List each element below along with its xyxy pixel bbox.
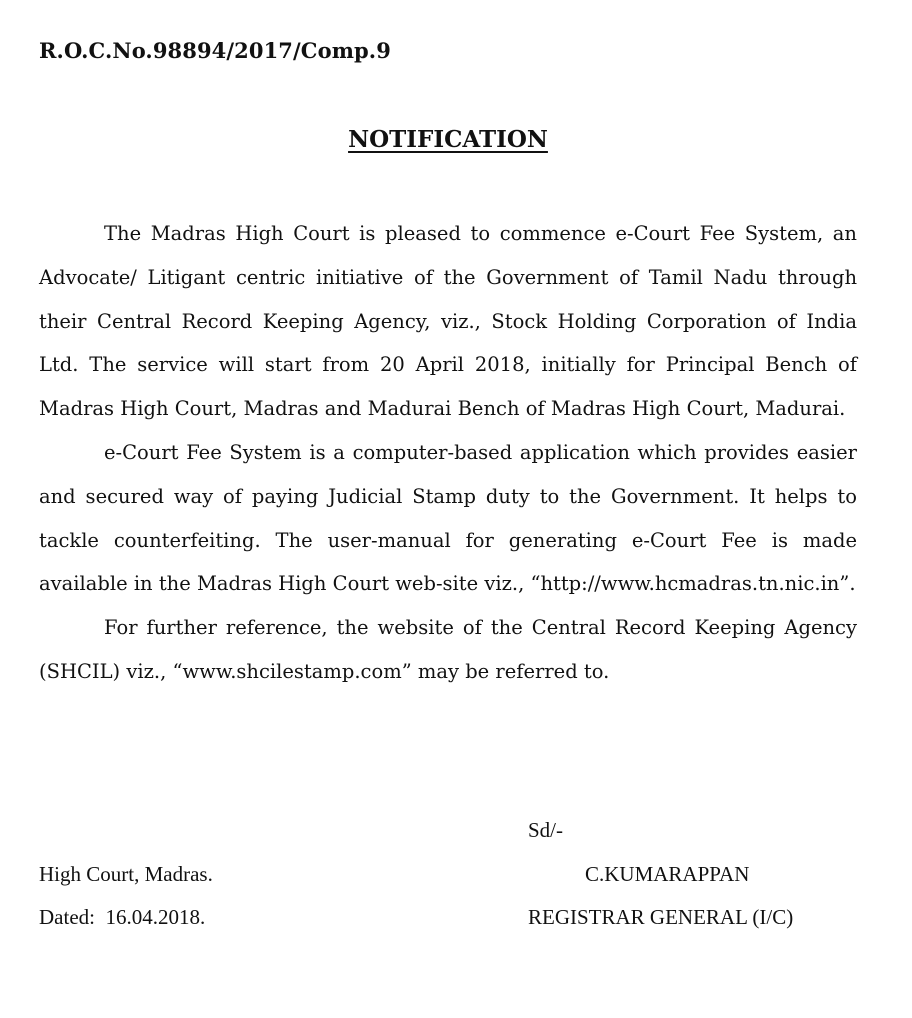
notification-title: NOTIFICATION xyxy=(348,126,548,153)
paragraph-commencement: The Madras High Court is pleased to commence e-Court Fee System, an Advocate/ Litigant centric initiative of the Government of Tamil Nadu through their Central Record Keeping Agency, viz., Stock Holding Corporation of India Ltd. The service will start from 20 April 2018, initially for Principal Bench of Madras High Court, Madras and Madurai Bench of Madras High Court, Madurai. xyxy=(39,222,857,421)
paragraph-system-description: e-Court Fee System is a computer-based application which provides easier and secured way of paying Judicial Stamp duty to the Government. It helps to tackle counterfeiting. The user-manual for generating e-Court Fee is made available in the Madras High Court web-site viz., “http://www.hcmadras.tn.nic.in”. xyxy=(39,440,857,596)
signatory-name: C.KUMARAPPAN xyxy=(585,862,750,886)
reference-number: R.O.C.No.98894/2017/Comp.9 xyxy=(39,38,391,63)
signatory-designation: REGISTRAR GENERAL (I/C) xyxy=(528,905,794,929)
issuing-place: High Court, Madras. xyxy=(39,862,213,886)
notification-body xyxy=(39,212,857,694)
issue-date: Dated: 16.04.2018. xyxy=(39,905,206,929)
signed-mark: Sd/- xyxy=(528,818,564,842)
paragraph-further-reference: For further reference, the website of the Central Record Keeping Agency (SHCIL) viz., “www.shcilestamp.com” may be referred to. xyxy=(39,616,857,683)
